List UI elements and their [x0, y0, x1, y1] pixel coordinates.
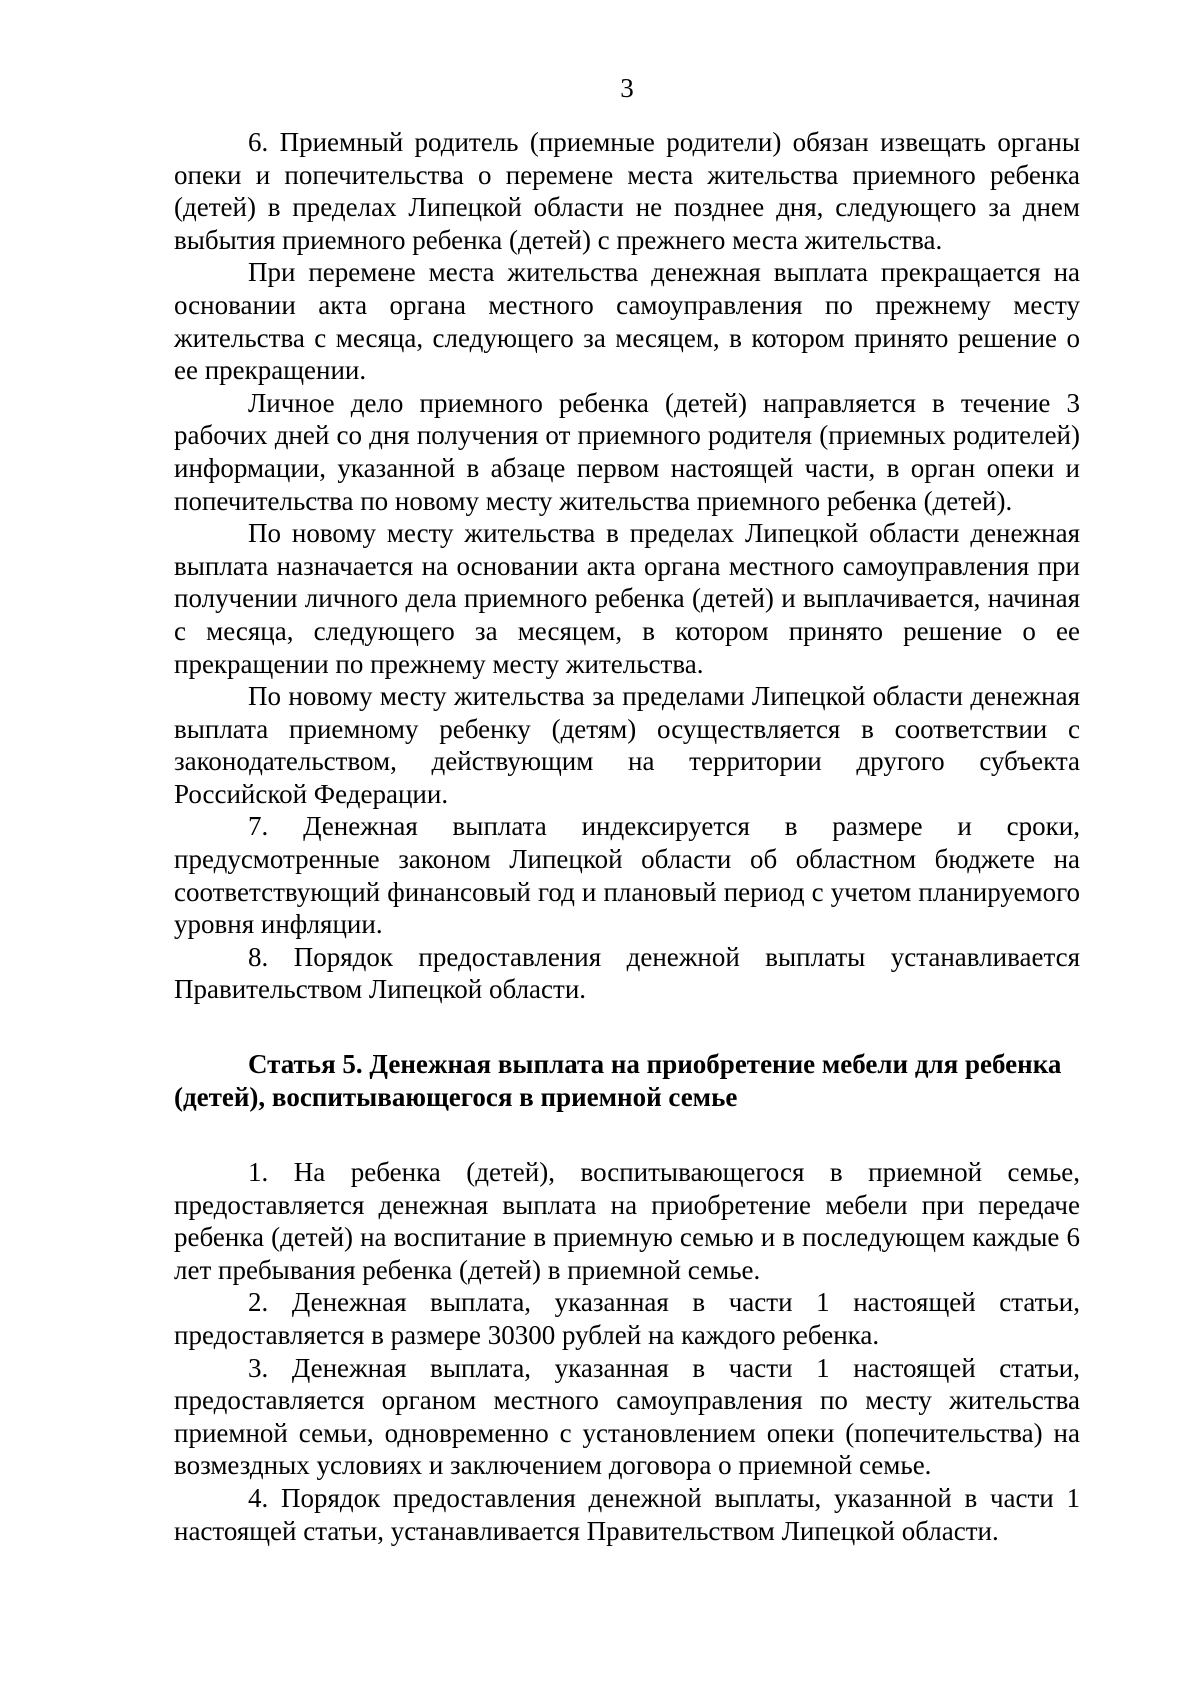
article-5-paragraph-4: 4. Порядок предоставления денежной выплаты, указанной в части 1 настоящей статьи, устанавливается Правительством Липецкой области. [174, 1482, 1080, 1546]
article-5-paragraph-1: 1. На ребенка (детей), воспитывающегося в приемной семье, предоставляется денежная выплата на приобретение мебели при передаче ребенка (детей) на воспитание в приемную семью и в последующем каждые 6 лет пребывания ребенка (детей) в приемной семье. [174, 1157, 1080, 1285]
paragraph-7: 7. Денежная выплата индексируется в размере и сроки, предусмотренные законом Липецкой области об областном бюджете на соответствующий финансовый год и плановый период с учетом планируемого уровня инфляции. [174, 811, 1080, 940]
paragraph-personal-file: Личное дело приемного ребенка (детей) направляется в течение 3 рабочих дней со дня получения от приемного родителя (приемных родителей) информации, указанной в абзаце первом настоящей части, в орган опеки и попечительства по новому месту жительства приемного ребенка (детей). [174, 387, 1080, 516]
article-5-paragraph-3: 3. Денежная выплата, указанная в части 1 настоящей статьи, предоставляется органом местного самоуправления по месту жительства приемной семьи, одновременно с установлением опеки (попечительства) на возмездных условиях и заключением договора о приемной семье. [174, 1352, 1080, 1481]
paragraph-relocation-termination: При перемене места жительства денежная выплата прекращается на основании акта органа местного самоуправления по прежнему месту жительства с месяца, следующего за месяцем, в котором принято решение о ее прекращении. [174, 257, 1080, 386]
article-5-title: Статья 5. Денежная выплата на приобретение мебели для ребенка (детей), воспитывающегося в приемной семье [174, 1049, 1062, 1113]
page-number: 3 [620, 73, 634, 103]
paragraph-new-residence-outside-region: По новому месту жительства за пределами Липецкой области денежная выплата приемному ребенку (детям) осуществляется в соответствии с законодательством, действующим на территории другого субъекта Российской Федерации. [174, 681, 1080, 809]
article-5-paragraph-2: 2. Денежная выплата, указанная в части 1 настоящей статьи, предоставляется в размере 30300 рублей на каждого ребенка. [174, 1287, 1080, 1350]
paragraph-new-residence-within-region: По новому месту жительства в пределах Липецкой области денежная выплата назначается на основании акта органа местного самоуправления при получении личного дела приемного ребенка (детей) и выплачивается, начиная с месяца, следующего за месяцем, в котором принято решение о ее прекращении по прежнему месту жительства. [174, 518, 1080, 679]
paragraph-8: 8. Порядок предоставления денежной выплаты устанавливается Правительством Липецкой области. [174, 941, 1080, 1005]
paragraph-6: 6. Приемный родитель (приемные родители) обязан извещать органы опеки и попечительства о перемене места жительства приемного ребенка (детей) в пределах Липецкой области не позднее дня, следующего за днем выбытия приемного ребенка (детей) с прежнего места жительства. [174, 127, 1080, 255]
